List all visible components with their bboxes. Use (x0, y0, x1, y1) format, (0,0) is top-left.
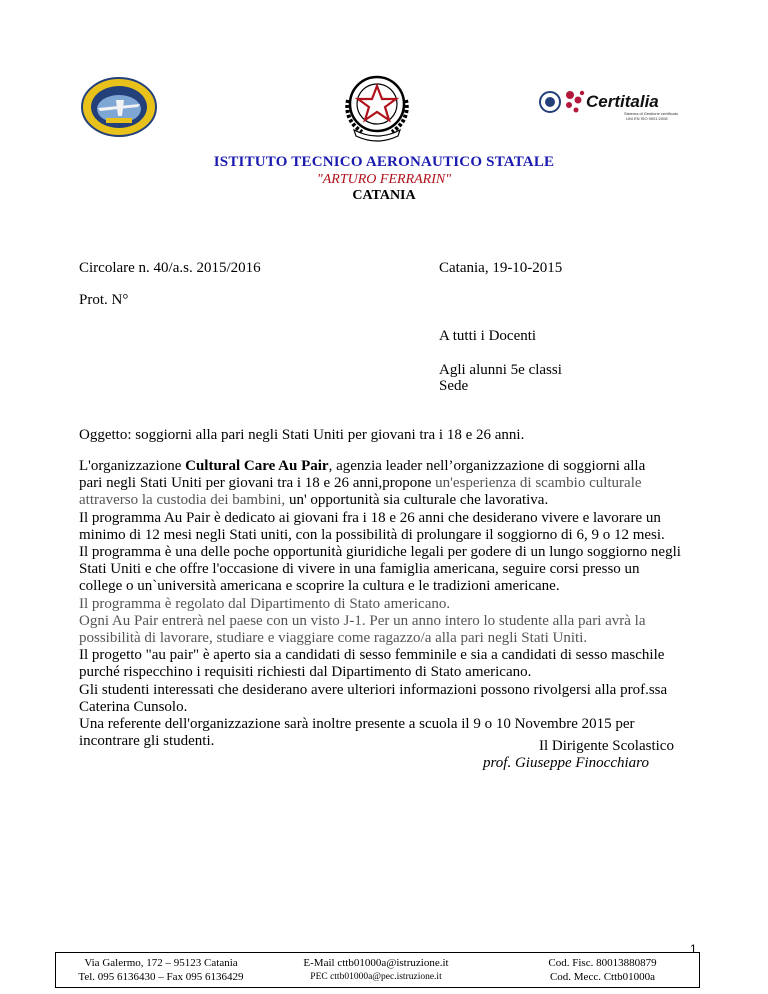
body-line: Ogni Au Pair entrerà nel paese con un visto J-1. Per un anno intero lo studente alla pari avrà la (79, 612, 646, 629)
circular-body (79, 458, 719, 750)
svg-text:Certitalia: Certitalia (586, 92, 659, 111)
school-seal-icon (80, 76, 158, 138)
body-line: Gli studenti interessati che desiderano avere ulteriori informazioni possono rivolgersi alla prof.ssa (79, 681, 668, 698)
recipient-location: Sede (439, 378, 469, 394)
svg-text:Sistema di Gestione certificat: Sistema di Gestione certificato (624, 111, 678, 116)
signatory-name: prof. Giuseppe Finocchiaro (483, 755, 649, 771)
footer-email: E-Mail cttb01000a@istruzione.it (303, 957, 449, 969)
footer-fiscal-code: Cod. Fisc. 80013880879 (548, 957, 657, 969)
footer-address: Via Galermo, 172 – 95123 Catania (84, 957, 238, 969)
school-dedication: "ARTURO FERRARIN" (316, 172, 452, 187)
body-line: purché rispecchino i requisiti richiesti dal Dipartimento di Stato americano. (79, 664, 532, 681)
signatory-role: Il Dirigente Scolastico (539, 738, 674, 754)
body-line: college o un`università americana e scoprire la cultura e le tradizioni americane. (79, 578, 560, 595)
body-line: Caterina Cunsolo. (79, 698, 188, 715)
body-text: un' opportunità sia culturale che lavorativa. (285, 492, 549, 509)
footer-pec: PEC cttb01000a@pec.istruzione.it (310, 972, 442, 982)
footer-contact-block (266, 956, 486, 984)
body-line: possibilità di lavorare, studiare e viaggiare come ragazzo/a alla pari negli Stati Uniti. (79, 630, 588, 647)
body-line (79, 458, 719, 475)
italian-republic-emblem-icon (340, 70, 414, 142)
body-line: Il progetto "au pair" è aperto sia a candidati di sesso femminile e sia a candidati di sesso maschile (79, 647, 665, 664)
organization-name: Cultural Care Au Pair (185, 458, 329, 474)
subject-line: Oggetto: soggiorni alla pari negli Stati Uniti per giovani tra i 18 e 26 anni. (79, 427, 525, 443)
footer-phone: Tel. 095 6136430 – Fax 095 6136429 (78, 971, 244, 983)
body-text: attraverso la custodia dei bambini, (79, 492, 286, 509)
body-text: L'organizzazione (79, 458, 186, 474)
body-line (79, 492, 719, 509)
body-text: un'esperienza di scambio culturale (435, 475, 642, 492)
recipient-teachers: A tutti i Docenti (439, 328, 537, 344)
body-line: Il programma è regolato dal Dipartimento di Stato americano. (79, 595, 451, 612)
circular-date: Catania, 19-10-2015 (439, 260, 563, 276)
recipient-students: Agli alunni 5e classi (439, 362, 562, 378)
body-line: Una referente dell'organizzazione sarà inoltre presente a scuola il 9 o 10 Novembre 2015 per (79, 716, 635, 733)
circular-number: Circolare n. 40/a.s. 2015/2016 (79, 260, 261, 276)
body-line: Il programma Au Pair è dedicato ai giovani fra i 18 e 26 anni che desiderano vivere e lavorare un (79, 509, 661, 526)
page-number: 1 (690, 942, 697, 956)
body-line: incontrare gli studenti. (79, 733, 215, 750)
school-name: ISTITUTO TECNICO AERONAUTICO STATALE (213, 154, 555, 170)
school-city: CATANIA (352, 188, 416, 203)
body-line: Stati Uniti e che offre l'occasione di vivere in una famiglia americana, seguire corsi presso un (79, 561, 640, 578)
body-text: , agenzia leader nell’organizzazione di soggiorni alla (328, 458, 646, 474)
certitalia-logo-icon (538, 84, 678, 124)
footer-box (55, 952, 700, 988)
protocol-number: Prot. N° (79, 292, 129, 308)
svg-text:UNI EN ISO 9001:2008: UNI EN ISO 9001:2008 (626, 116, 668, 121)
body-line (79, 475, 719, 492)
footer-codes-block (506, 956, 699, 984)
body-line: minimo di 12 mesi negli Stati uniti, con la possibilità di prolungare il soggiorno di 6, 9 o 12 mesi. (79, 526, 665, 543)
body-text: pari negli Stati Uniti per giovani tra i 18 e 26 anni,propone (79, 475, 436, 492)
footer-mecc-code: Cod. Mecc. Cttb01000a (549, 971, 656, 983)
body-line: Il programma è una delle poche opportunità giuridiche legali per godere di un lungo soggiorno negli (79, 544, 681, 561)
footer-address-block (56, 956, 266, 984)
